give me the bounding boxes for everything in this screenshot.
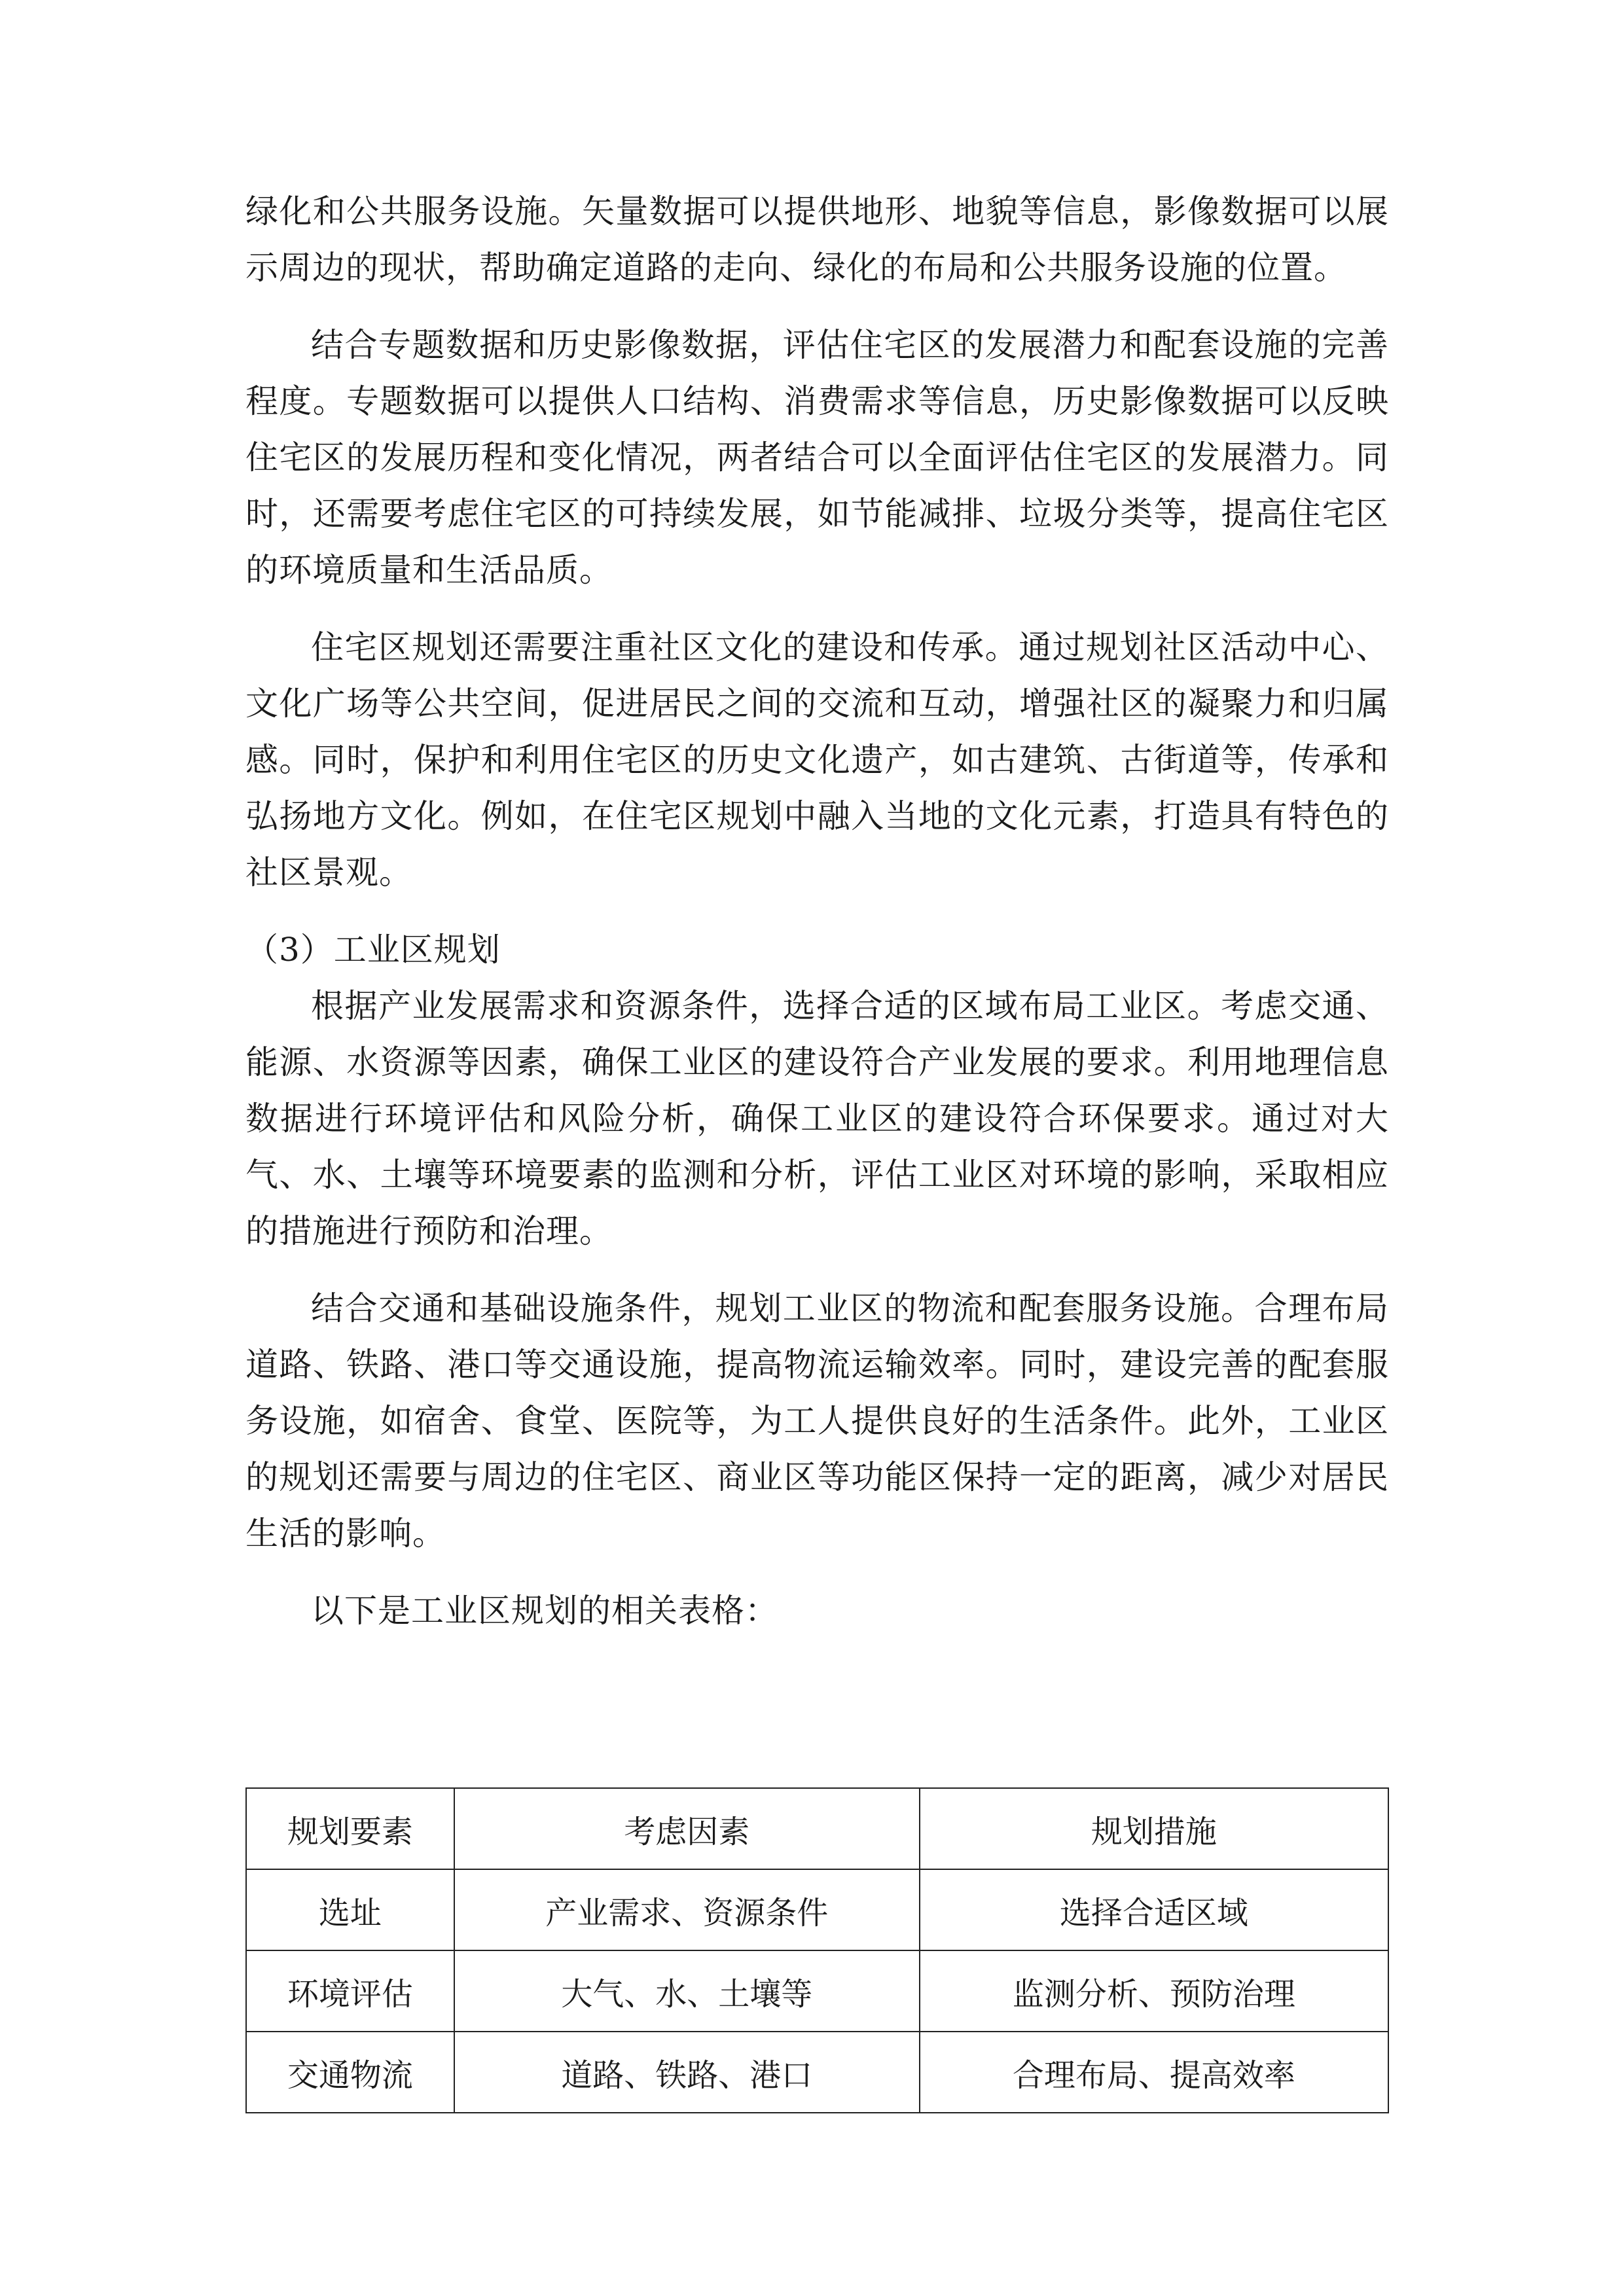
table-cell: 大气、水、土壤等 [454,1950,920,2032]
table-cell: 产业需求、资源条件 [454,1869,920,1950]
table-cell: 交通物流 [246,2032,454,2113]
table-row [246,2032,1388,2113]
table-cell: 选择合适区域 [920,1869,1388,1950]
table-cell: 监测分析、预防治理 [920,1950,1388,2032]
table-header-cell: 规划措施 [920,1788,1388,1869]
table-row [246,1950,1388,2032]
section-heading-industrial: （3）工业区规划 [245,931,501,969]
paragraph-community-culture: 住宅区规划还需要注重社区文化的建设和传承。通过规划社区活动中心、文化广场等公共空间，促进居民之间的交流和互动，增强社区的凝聚力和归属感。同时，保护和利用住宅区的历史文化遗产，如古建筑、古街道等，传承和弘扬地方文化。例如，在住宅区规划中融入当地的文化元素，打造具有特色的社区景观。 [245,628,1389,891]
table-cell: 合理布局、提高效率 [920,2032,1388,2113]
industrial-planning-table [245,1787,1389,2113]
table-header-row [246,1788,1388,1869]
paragraph-industrial-logistics: 结合交通和基础设施条件，规划工业区的物流和配套服务设施。合理布局道路、铁路、港口等交通设施，提高物流运输效率。同时，建设完善的配套服务设施，如宿舍、食堂、医院等，为工人提供良好的生活条件。此外，工业区的规划还需要与周边的住宅区、商业区等功能区保持一定的距离，减少对居民生活的影响。 [245,1289,1389,1552]
paragraph-continued: 绿化和公共服务设施。矢量数据可以提供地形、地貌等信息，影像数据可以展示周边的现状，帮助确定道路的走向、绿化的布局和公共服务设施的位置。 [245,192,1389,287]
paragraph-residential-potential: 结合专题数据和历史影像数据，评估住宅区的发展潜力和配套设施的完善程度。专题数据可以提供人口结构、消费需求等信息，历史影像数据可以反映住宅区的发展历程和变化情况，两者结合可以全面评估住宅区的发展潜力。同时，还需要考虑住宅区的可持续发展，如节能减排、垃圾分类等，提高住宅区的环境质量和生活品质。 [245,326,1389,589]
document-body [245,183,1389,1639]
table-cell: 选址 [246,1869,454,1950]
table-header-cell: 考虑因素 [454,1788,920,1869]
table-intro: 以下是工业区规划的相关表格： [311,1592,778,1630]
table-cell: 道路、铁路、港口 [454,2032,920,2113]
table-header-cell: 规划要素 [246,1788,454,1869]
table-cell: 环境评估 [246,1950,454,2032]
paragraph-industrial-siting: 根据产业发展需求和资源条件，选择合适的区域布局工业区。考虑交通、能源、水资源等因素，确保工业区的建设符合产业发展的要求。利用地理信息数据进行环境评估和风险分析，确保工业区的建设符合环保要求。通过对大气、水、土壤等环境要素的监测和分析，评估工业区对环境的影响，采取相应的措施进行预防和治理。 [245,987,1389,1250]
table-row [246,1869,1388,1950]
